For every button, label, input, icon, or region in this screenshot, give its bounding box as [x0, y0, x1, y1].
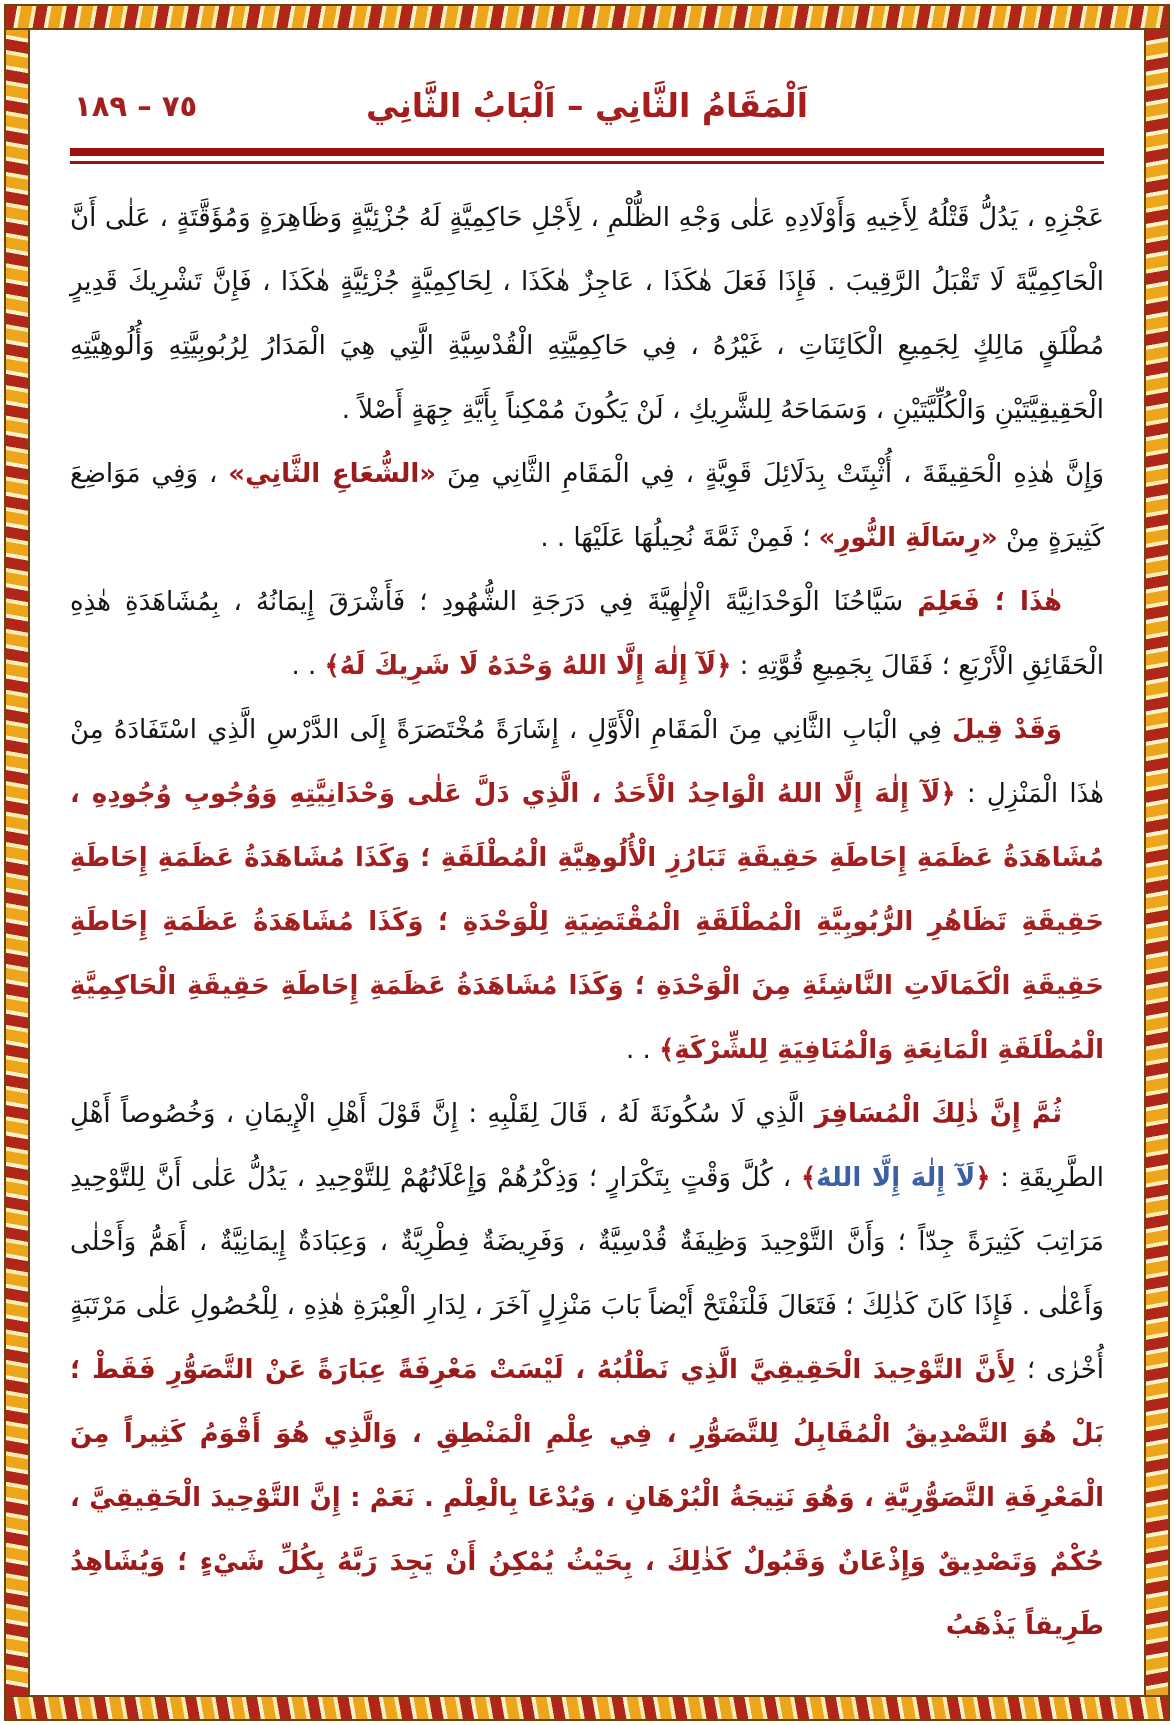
body-text [70, 186, 1104, 1658]
paragraph-lead-red: هٰذَا ؛ فَعَلِمَ [917, 587, 1062, 617]
frame-border-bottom [4, 1695, 1170, 1721]
header-divider-thin [70, 161, 1104, 164]
paragraph-3 [70, 570, 1104, 698]
paragraph-4 [70, 698, 1104, 1082]
quran-verse: ﴿لَآ إِلٰهَ إِلَّا اللهُ الْوَاحِدُ الْأَحَدُ ، الَّذِي دَلَّ عَلٰى وَحْدَانِيَّتِهِ وَوُجُوبِ وُجُودِهِ ، مُشَاهَدَةُ عَظَمَةِ إِحَاطَةِ حَقِيقَةِ تَبَارُزِ الْأُلُوهِيَّةِ الْمُطْلَقَةِ ؛ وَكَذَا مُشَاهَدَةُ عَظَمَةِ إِحَاطَةِ حَقِيقَةِ تَظَاهُرِ الرُّبُوبِيَّةِ الْمُطْلَقَةِ الْمُقْتَضِيَةِ لِلْوَحْدَةِ ؛ وَكَذَا مُشَاهَدَةُ عَظَمَةِ إِحَاطَةِ حَقِيقَةِ الْكَمَالَاتِ النَّاشِئَةِ مِنَ الْوَحْدَةِ ؛ وَكَذَا مُشَاهَدَةُ عَظَمَةِ إِحَاطَةِ حَقِيقَةِ الْحَاكِمِيَّةِ الْمُطْلَقَةِ الْمَانِعَةِ وَالْمُنَافِيَةِ لِلشِّرْكَةِ﴾ [70, 779, 1104, 1065]
text-segment: الَّذِي لَا سُكُونَةَ لَهُ ، قَالَ لِقَلْبِهِ : إِنَّ قَوْلَ أَهْلِ الْإِيمَانِ ، وَخُصُوصاً أَهْلِ الطَّرِيقَةِ : [70, 1099, 1105, 1193]
text-segment: . . [291, 651, 325, 681]
page-content [32, 32, 1142, 1693]
text-segment: عَجْزِهِ ، يَدُلُّ قَتْلُهُ لِأَخِيهِ وَأَوْلَادِهِ عَلٰى وَجْهِ الظُّلْمِ ، لِأَجْلِ حَاكِمِيَّةٍ لَهُ جُزْئِيَّةٍ وَظَاهِرَةٍ وَمُؤَقَّتَةٍ ، عَلٰى أَنَّ الْحَاكِمِيَّةَ لَا تَقْبَلُ الرَّقِيبَ . فَإِذَا فَعَلَ هٰكَذَا ، عَاجِزٌ هٰكَذَا ، لِحَاكِمِيَّةٍ جُزْئِيَّةٍ هٰكَذَا ، فَإِنَّ تَشْرِيكَ قَدِيرٍ مُطْلَقٍ مَالِكٍ لِجَمِيعِ الْكَائِنَاتِ ، غَيْرُهُ ، فِي حَاكِمِيَّتِهِ الْقُدْسِيَّةِ الَّتِي هِيَ الْمَدَارُ لِرُبُوبِيَّتِهِ وَأُلُوهِيَّتِهِ الْحَقِيقِيَّتَيْنِ وَالْكُلِّيَّتَيْنِ ، وَسَمَاحَهُ لِلشَّرِيكِ ، لَنْ يَكُونَ مُمْكِناً بِأَيَّةِ جِهَةٍ أَصْلاً . [70, 203, 1104, 425]
paragraph-2 [70, 442, 1104, 570]
paragraph-lead-red: ثُمَّ إِنَّ ذٰلِكَ الْمُسَافِرَ [814, 1099, 1062, 1129]
paragraph-lead-red: وَقَدْ قِيلَ [952, 715, 1063, 745]
text-segment: ، كُلَّ وَقْتٍ بِتَكْرَارٍ ؛ وَذِكْرُهُمْ وَإِعْلَانُهُمْ لِلتَّوْحِيدِ ، يَدُلُّ عَلٰى أَنَّ لِلتَّوْحِيدِ مَرَاتِبَ كَثِيرَةً جِدّاً ؛ وَأَنَّ التَّوْحِيدَ وَظِيفَةٌ قُدْسِيَّةٌ ، وَفَرِيضَةٌ فِطْرِيَّةٌ ، وَعِبَادَةٌ إِيمَانِيَّةٌ ، أَهَمُّ وَأَحْلٰى وَأَعْلٰى . فَإِذَا كَانَ كَذٰلِكَ ؛ فَتَعَالَ فَلْنَفْتَحْ أَيْضاً بَابَ مَنْزِلٍ آخَرَ ، لِدَارِ الْعِبْرَةِ هٰذِهِ ، لِلْحُصُولِ عَلٰى مَرْتَبَةٍ أُخْرٰى ؛ [70, 1163, 1104, 1385]
frame-border-right [1144, 28, 1170, 1697]
text-segment: ، وَفِي مَوَاضِعَ كَثِيرَةٍ مِنْ [70, 459, 1104, 553]
book-title-risale-nur: «رِسَالَةِ النُّورِ» [818, 523, 998, 553]
quran-verse: ﴿لَآ إِلٰهَ إِلَّا اللهُ وَحْدَهُ لَا شَرِيكَ لَهُ﴾ [324, 651, 732, 681]
text-segment: ؛ فَمِنْ ثَمَّةَ نُحِيلُهَا عَلَيْهَا . . [540, 523, 819, 553]
text-segment-red: لِأَنَّ التَّوْحِيدَ الْحَقِيقِيَّ الَّذِي نَطْلُبُهُ ، لَيْسَتْ مَعْرِفَةً عِبَارَةً عَنْ التَّصَوُّرِ فَقَطْ ؛ بَلْ هُوَ التَّصْدِيقُ الْمُقَابِلُ لِلتَّصَوُّرِ ، فِي عِلْمِ الْمَنْطِقِ ، وَالَّذِي هُوَ أَقْوَمُ كَثِيراً مِنَ الْمَعْرِفَةِ التَّصَوُّرِيَّةِ ، وَهُوَ نَتِيجَةُ الْبُرْهَانِ ، وَيُدْعَا بِالْعِلْمِ . نَعَمْ : إِنَّ التَّوْحِيدَ الْحَقِيقِيَّ ، حُكْمٌ وَتَصْدِيقٌ وَإِذْعَانٌ وَقَبُولٌ كَذٰلِكَ ، بِحَيْثُ يُمْكِنُ أَنْ يَجِدَ رَبَّهُ بِكُلِّ شَيْءٍ ؛ وَيُشَاهِدُ طَرِيقاً يَذْهَبُ [70, 1355, 1104, 1641]
section-title: اَلْمَقَامُ الثَّانِي – اَلْبَابُ الثَّانِي [365, 86, 809, 125]
page-number: ٧٥ – ١٨٩ [74, 89, 198, 123]
frame-border-left [4, 28, 30, 1697]
page-header [70, 78, 1104, 134]
verse-bracket-open: ﴿ [975, 1163, 991, 1193]
text-segment: . . [626, 1035, 660, 1065]
frame-border-top [4, 4, 1170, 30]
text-segment: فِي الْبَابِ الثَّانِي مِنَ الْمَقَامِ الْأَوَّلِ ، إِشَارَةً مُخْتَصَرَةً إِلَى الدَّرْسِ الَّذِي اسْتَفَادَهُ مِنْ هٰذَا الْمَنْزِلِ : [70, 715, 1104, 809]
header-divider-thick [70, 148, 1104, 156]
text-segment: وَإِنَّ هٰذِهِ الْحَقِيقَةَ ، أُثْبِتَتْ بِدَلَائِلَ قَوِيَّةٍ ، فِي الْمَقَامِ الثَّانِي مِنَ [436, 459, 1105, 489]
verse-bracket-close: ﴾ [800, 1163, 817, 1193]
book-title-shuaa-thani: «الشُّعَاعِ الثَّانِي» [228, 459, 437, 489]
paragraph-5 [70, 1082, 1104, 1658]
quran-verse-blue: لَآ إِلٰهَ إِلَّا اللهُ [816, 1163, 976, 1193]
paragraph-1 [70, 186, 1104, 442]
text-segment: سَيَّاحُنَا الْوَحْدَانِيَّةَ الْإِلٰهِيَّةَ فِي دَرَجَةِ الشُّهُودِ ؛ فَأَشْرَقَ إِيمَانُهُ ، بِمُشَاهَدَةِ هٰذِهِ الْحَقَائِقِ الْأَرْبَعِ ؛ فَقَالَ بِجَمِيعِ قُوَّتِهِ : [70, 587, 1104, 681]
